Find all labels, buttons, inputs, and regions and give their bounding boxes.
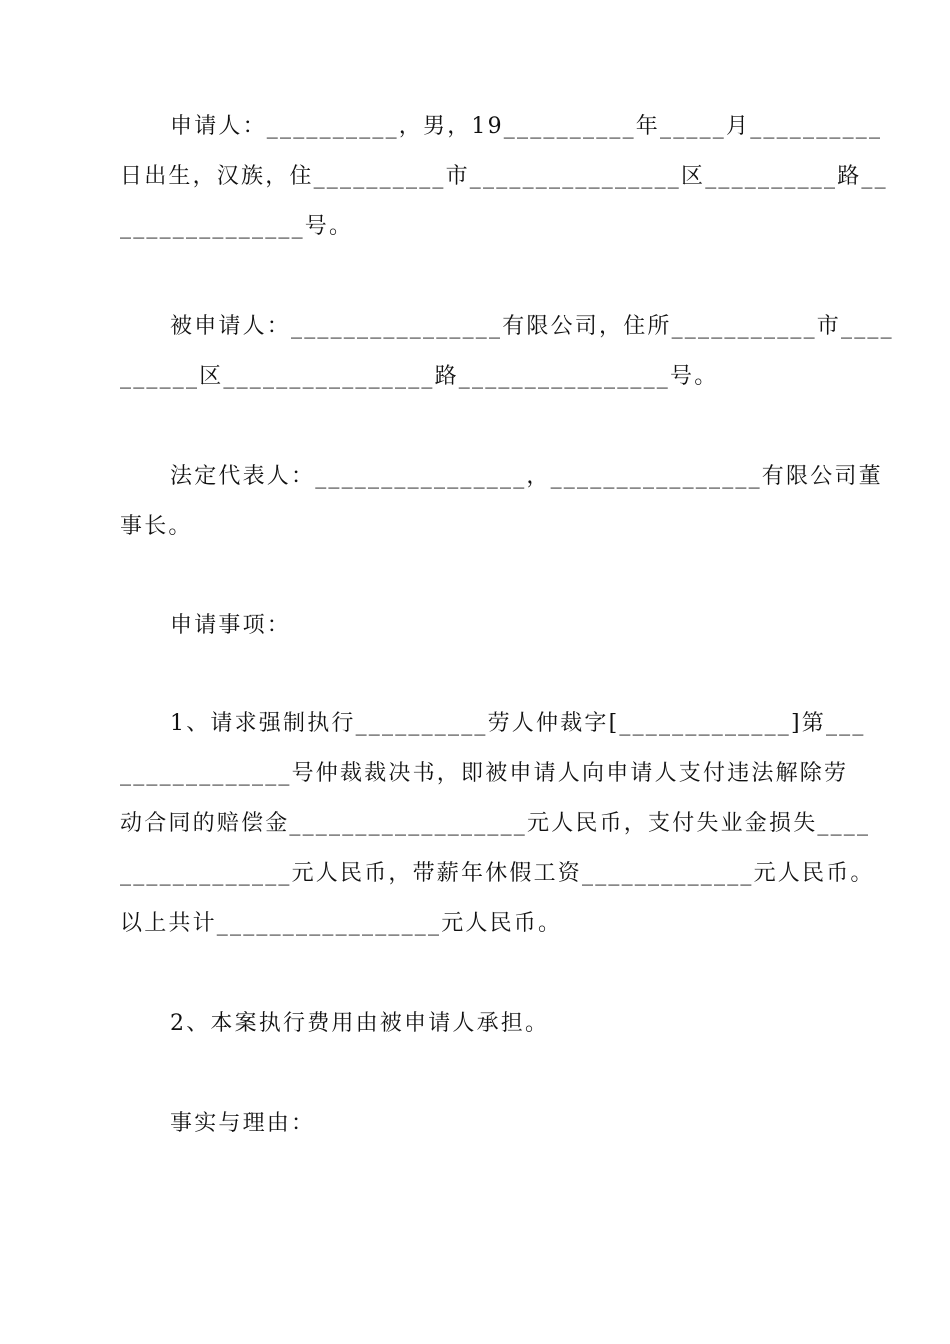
item1-line-4: _____________元人民币，带薪年休假工资_____________元人民币。	[120, 861, 875, 886]
applicant-line-3: ______________号。	[120, 214, 354, 239]
respondent-line-2: ______区________________路________________号。	[120, 364, 719, 389]
applicant-line-1: 申请人：__________，男，19__________年_____月__________	[170, 114, 883, 139]
item1-line-5: 以上共计_________________元人民币。	[120, 911, 563, 936]
facts-heading: 事实与理由：	[170, 1111, 316, 1136]
applicant-line-2: 日出生，汉族，住__________市________________区__________路__	[120, 164, 888, 189]
respondent-line-1: 被申请人：________________有限公司，住所___________市____	[170, 314, 894, 339]
item1-line-1: 1、请求强制执行__________劳人仲裁字[_____________]第___	[170, 711, 866, 736]
item2-line: 2、本案执行费用由被申请人承担。	[170, 1011, 550, 1036]
requests-heading: 申请事项：	[170, 613, 292, 638]
legal-rep-line-1: 法定代表人：________________，________________有限公司董	[170, 464, 883, 489]
legal-rep-line-2: 事长。	[120, 514, 193, 539]
item1-line-2: _____________号仲裁裁决书，即被申请人向申请人支付违法解除劳	[120, 761, 849, 786]
item1-line-3: 动合同的赔偿金__________________元人民币，支付失业金损失____	[120, 811, 871, 836]
